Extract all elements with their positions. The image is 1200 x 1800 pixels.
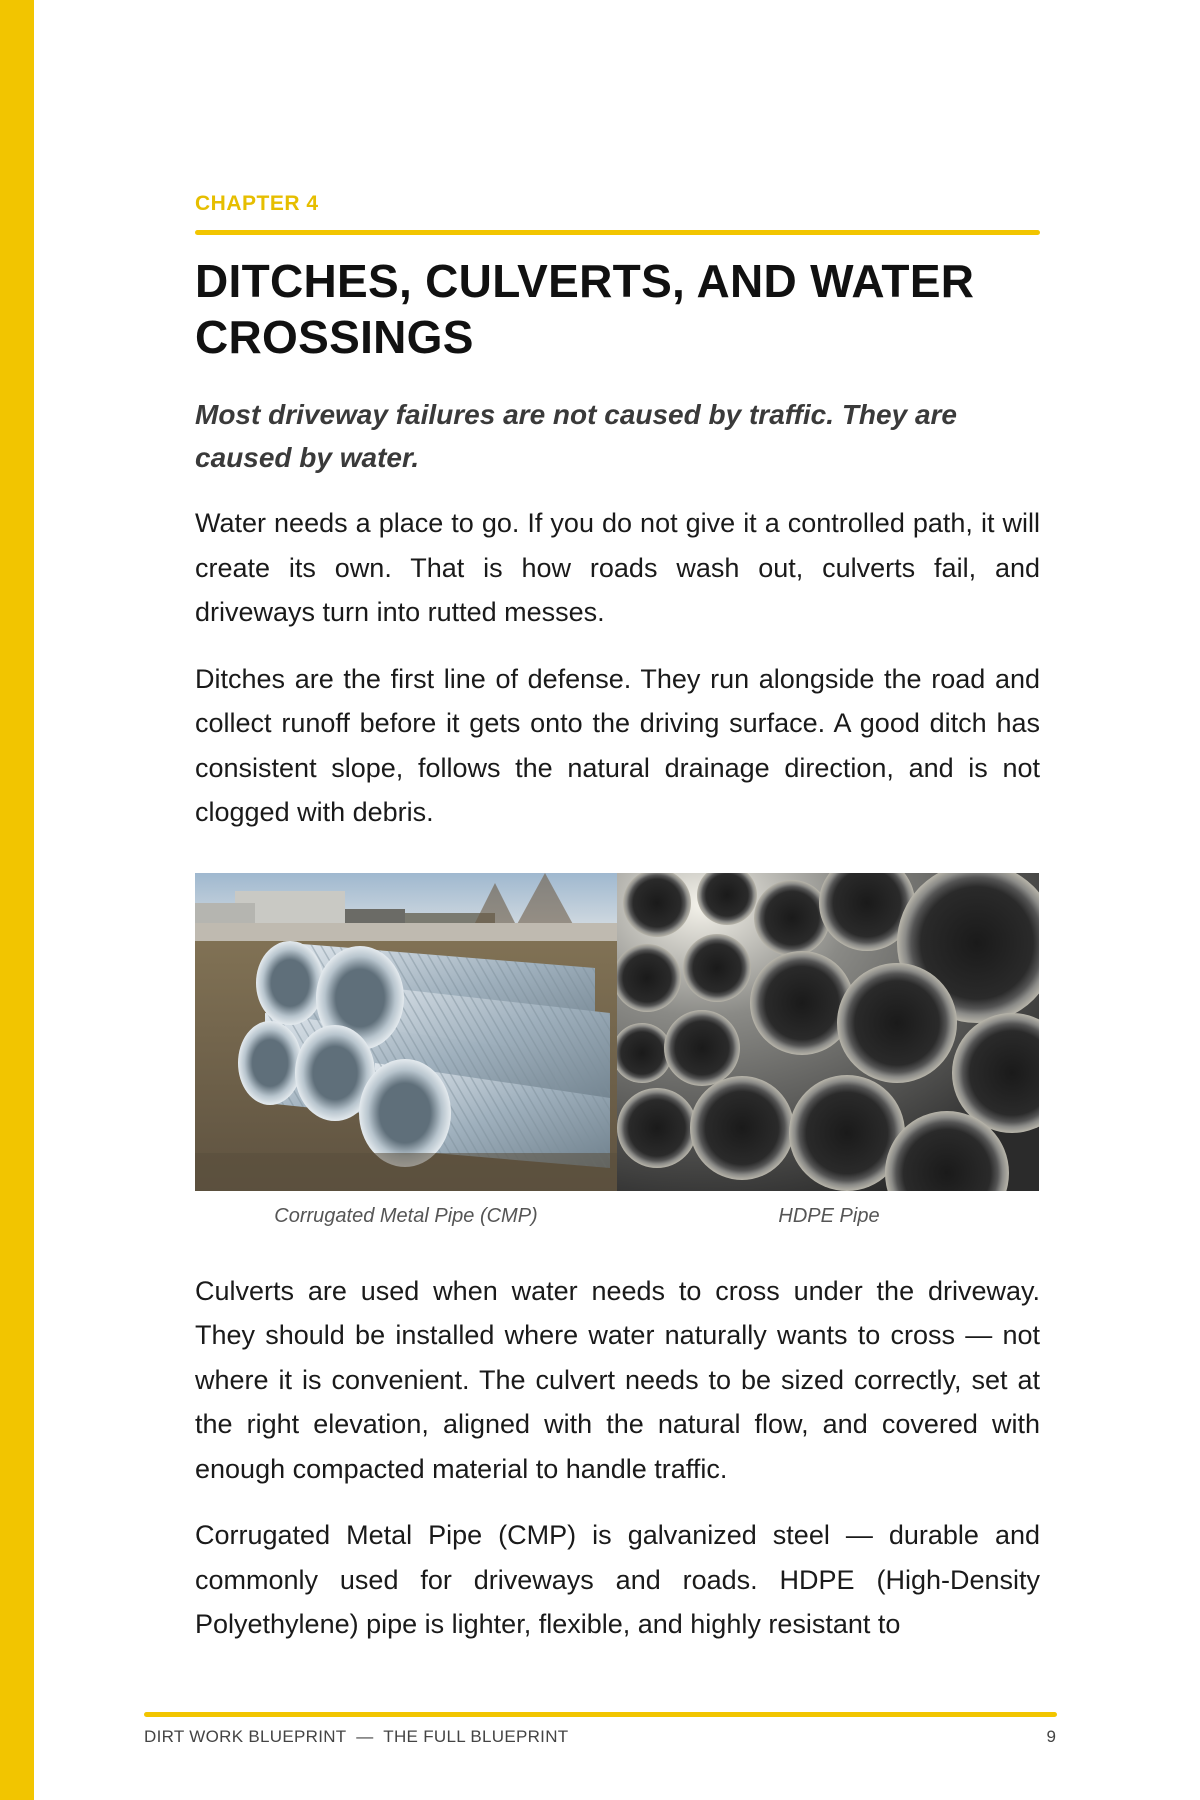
body-paragraph-1: Water needs a place to go. If you do not give it a controlled path, it will create its own. That is how roads wash out, culverts fail, and driveways turn into rutted messes. (195, 508, 1040, 627)
chapter-title (195, 253, 1040, 365)
footer-divider (144, 1712, 1057, 1717)
body-paragraph-4: Corrugated Metal Pipe (CMP) is galvanized steel — durable and commonly used for driveways and roads. HDPE (High-Density Polyethylene) pipe is lighter, flexible, and highly resistant to (195, 1520, 1040, 1639)
body-paragraph-2: Ditches are the first line of defense. They run alongside the road and collect runoff before it gets onto the driving surface. A good ditch has consistent slope, follows the natural drainage direction, and is not clogged with debris. (195, 663, 1040, 827)
hdpe-pipe-photo (617, 873, 1039, 1191)
body-paragraph-3: Culverts are used when water needs to cross under the driveway. They should be installed where water naturally wants to cross — not where it is convenient. The culvert needs to be sized correctly, set at the right elevation, aligned with the natural flow, and covered with enough compacted material to handle traffic. (195, 1275, 1040, 1484)
cmp-caption: Corrugated Metal Pipe (CMP) (274, 1204, 538, 1227)
footer-book-title: DIRT WORK BLUEPRINT — THE FULL BLUEPRINT (144, 1727, 569, 1746)
side-accent-bar (0, 0, 34, 1800)
page-content (195, 190, 1040, 1647)
chapter-divider (195, 230, 1040, 235)
chapter-title-line-2: CROSSINGS (195, 311, 474, 363)
chapter-label: CHAPTER 4 (195, 192, 319, 215)
chapter-title-line-1: DITCHES, CULVERTS, AND WATER (195, 255, 975, 307)
chapter-lede: Most driveway failures are not caused by traffic. They are caused by water. (195, 399, 957, 473)
figure-captions (195, 1205, 1040, 1245)
pipe-comparison-figure (195, 873, 1040, 1191)
cmp-pipe-photo (195, 873, 617, 1191)
hdpe-caption: HDPE Pipe (778, 1204, 880, 1227)
footer-page-number: 9 (1046, 1727, 1056, 1746)
